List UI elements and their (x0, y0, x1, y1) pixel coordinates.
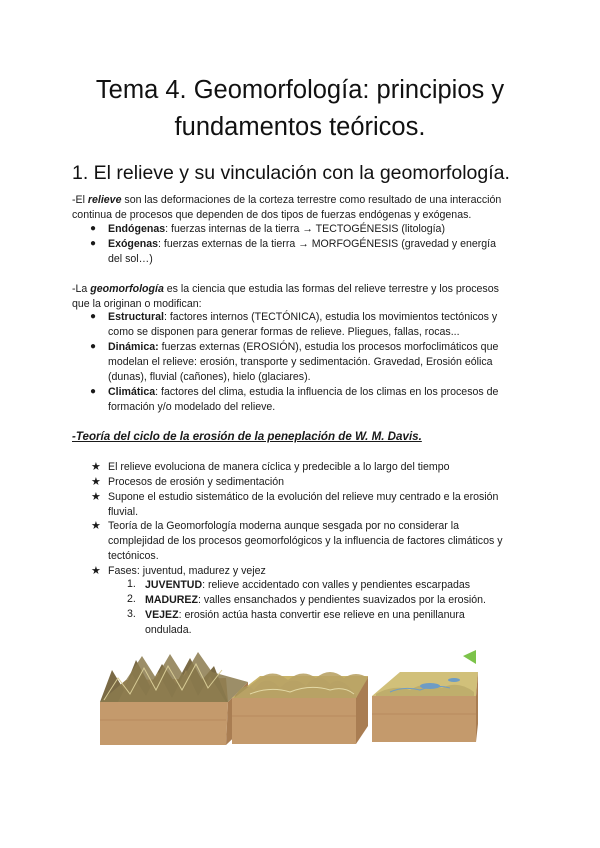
bullet-icon: ● (90, 311, 97, 322)
phase-item (145, 593, 545, 608)
phase-item (145, 578, 545, 593)
relieve-term: relieve (87, 194, 122, 206)
type-text: fuerzas externas (EROSIÓN), estudia los procesos morfoclimáticos que (158, 341, 499, 353)
force-term: Endógenas (108, 223, 166, 235)
list-item (108, 385, 548, 415)
phase-text: : valles ensanchados y pendientes suavizados por la erosión. (197, 594, 486, 606)
bullet-icon: ● (90, 386, 97, 397)
davis-item-text: Supone el estudio sistemático de la evolución del relieve muy centrado e la erosión (108, 491, 499, 503)
geo-prefix: -La (72, 283, 91, 295)
force-term: Exógenas (108, 238, 159, 250)
davis-item-text: Fases: juventud, madurez y vejez (108, 565, 266, 577)
star-icon: ★ (91, 565, 101, 577)
star-icon: ★ (91, 461, 101, 473)
list-item (108, 237, 538, 267)
list-item (108, 475, 548, 490)
type-text: como se disponen para generar formas de relieve. Pliegues, fallas, rocas... (108, 326, 460, 339)
geo-line1: es la ciencia que estudia las formas del relieve terrestre y los procesos (163, 283, 499, 295)
old-age-terrain-block (372, 672, 478, 742)
bullet-icon: ● (90, 238, 97, 249)
phase-text: ondulada. (145, 624, 192, 637)
section-heading: 1. El relieve y su vinculación con la geomorfología. (72, 162, 510, 184)
list-item (108, 564, 548, 579)
phase-number: 3. (127, 608, 136, 620)
bullet-icon: ● (90, 223, 97, 234)
list-item (108, 340, 548, 386)
phase-number: 1. (127, 578, 136, 590)
intro-line2: continua de procesos que dependen de dos tipos de fuerzas endógenas y exógenas. (72, 209, 472, 222)
phase-text: : relieve accidentado con valles y pendientes escarpadas (202, 579, 471, 591)
davis-item-text: El relieve evoluciona de manera cíclica y predecible a lo largo del tiempo (108, 461, 450, 473)
star-icon: ★ (91, 491, 101, 503)
geomorfologia-paragraph (72, 282, 532, 312)
type-text: : factores del clima, estudia la influencia de los climas en los procesos de (155, 386, 499, 398)
star-icon: ★ (91, 520, 101, 532)
page-title: Tema 4. Geomorfología: principios y fundamentos teóricos. (95, 76, 505, 141)
type-term: Climática (108, 386, 156, 398)
force-text: : fuerzas externas de la tierra → MORFOGÉNESIS (gravedad y energía (158, 238, 497, 250)
phase-term: VEJEZ (145, 609, 179, 621)
force-text: : fuerzas internas de la tierra → TECTOGÉNESIS (litología) (165, 223, 445, 235)
phase-text: : erosión actúa hasta convertir ese relieve en una penillanura (178, 609, 465, 621)
type-text: : factores internos (TECTÓNICA), estudia los movimientos tectónicos y (163, 311, 498, 323)
maturity-terrain-block (232, 672, 368, 744)
list-item (108, 222, 538, 237)
type-text: modelan el relieve: erosión, transporte y sedimentación. Gravedad, Erosión eólica (108, 356, 493, 369)
phase-term: MADUREZ (145, 594, 198, 606)
star-icon: ★ (91, 476, 101, 488)
phase-number: 2. (127, 593, 136, 605)
green-corner-mark (463, 650, 476, 664)
davis-item-text: tectónicos. (108, 550, 159, 563)
list-item (108, 460, 548, 475)
bullet-icon: ● (90, 341, 97, 352)
type-text: (dunas), fluvial (cañones), hielo (glaciares). (108, 371, 311, 384)
list-item (108, 519, 548, 565)
list-item (108, 310, 548, 340)
type-text: formación y/o modelado del relieve. (108, 401, 276, 414)
phase-term: JUVENTUD (145, 579, 203, 591)
force-cont: del sol…) (108, 253, 153, 266)
davis-item-text: complejidad de los procesos geomorfológicos y la influencia de factores climáticos y (108, 535, 503, 548)
phase-item (145, 608, 545, 638)
davis-heading: -Teoría del ciclo de la erosión de la peneplación de W. M. Davis. (72, 430, 422, 443)
type-term: Estructural (108, 311, 164, 323)
davis-item-text: Procesos de erosión y sedimentación (108, 476, 285, 488)
youth-terrain-block (100, 652, 248, 745)
geomorfologia-term: geomorfología (90, 283, 164, 295)
relieve-paragraph (72, 193, 532, 223)
list-item (108, 490, 548, 520)
geo-line2: que la originan o modifican: (72, 298, 202, 311)
davis-item-text: Teoría de la Geomorfología moderna aunque sesgada por no considerar la (108, 520, 459, 532)
intro-line1: son las deformaciones de la corteza terrestre como resultado de una interacción (121, 194, 502, 206)
intro-prefix: -El (72, 194, 88, 206)
davis-item-text: fluvial. (108, 506, 139, 519)
type-term: Dinámica: (108, 341, 159, 353)
erosion-cycle-illustration (98, 650, 478, 750)
